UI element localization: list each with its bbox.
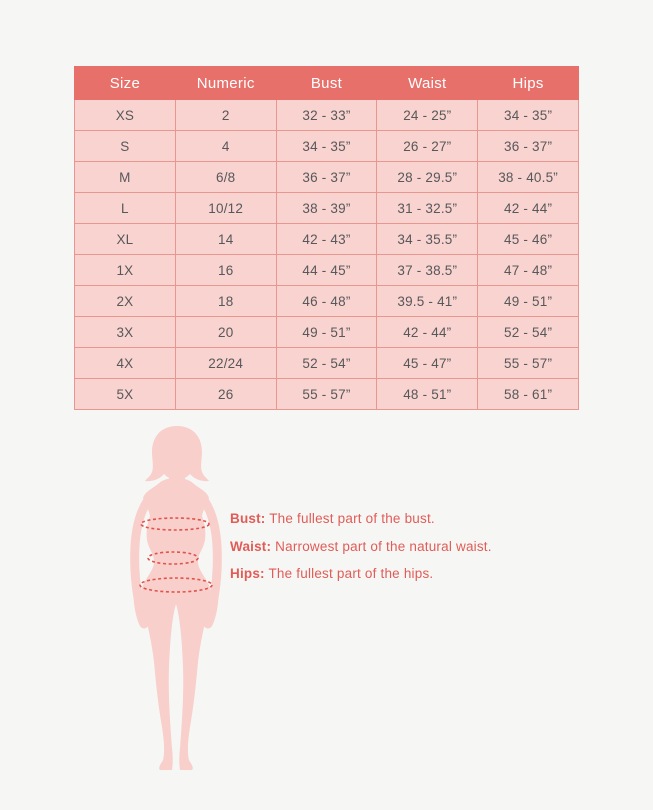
table-cell: 42 - 43” xyxy=(276,224,377,255)
table-cell: 38 - 40.5” xyxy=(478,162,579,193)
table-cell: 39.5 - 41” xyxy=(377,286,478,317)
table-cell: 55 - 57” xyxy=(478,348,579,379)
legend-label: Hips: xyxy=(230,566,265,581)
table-cell: 37 - 38.5” xyxy=(377,255,478,286)
table-cell: 47 - 48” xyxy=(478,255,579,286)
table-cell: 42 - 44” xyxy=(478,193,579,224)
size-table-body xyxy=(75,100,579,410)
table-row xyxy=(75,131,579,162)
table-row xyxy=(75,255,579,286)
silhouette-svg xyxy=(112,422,242,774)
table-cell: 6/8 xyxy=(175,162,276,193)
table-cell: 36 - 37” xyxy=(276,162,377,193)
size-chart-table xyxy=(74,66,579,410)
table-row xyxy=(75,193,579,224)
female-body-silhouette xyxy=(112,422,242,774)
table-cell: M xyxy=(75,162,176,193)
table-row xyxy=(75,379,579,410)
table-cell: 2 xyxy=(175,100,276,131)
table-cell: 52 - 54” xyxy=(478,317,579,348)
table-cell: S xyxy=(75,131,176,162)
table-cell: 34 - 35” xyxy=(478,100,579,131)
table-row xyxy=(75,286,579,317)
table-cell: XL xyxy=(75,224,176,255)
table-cell: 49 - 51” xyxy=(478,286,579,317)
column-header-hips: Hips xyxy=(478,67,579,100)
table-cell: 31 - 32.5” xyxy=(377,193,478,224)
table-cell: 5X xyxy=(75,379,176,410)
table-cell: 52 - 54” xyxy=(276,348,377,379)
table-row xyxy=(75,224,579,255)
legend-text: Narrowest part of the natural waist. xyxy=(275,538,492,554)
table-cell: 22/24 xyxy=(175,348,276,379)
table-cell: 44 - 45” xyxy=(276,255,377,286)
table-cell: 58 - 61” xyxy=(478,379,579,410)
table-cell: 48 - 51” xyxy=(377,379,478,410)
table-cell: 28 - 29.5” xyxy=(377,162,478,193)
legend-label: Bust: xyxy=(230,511,266,526)
silhouette-body xyxy=(141,478,211,770)
table-cell: 2X xyxy=(75,286,176,317)
table-cell: 10/12 xyxy=(175,193,276,224)
table-cell: 20 xyxy=(175,317,276,348)
table-cell: XS xyxy=(75,100,176,131)
measurement-legend xyxy=(230,511,492,594)
table-cell: 38 - 39” xyxy=(276,193,377,224)
column-header-waist: Waist xyxy=(377,67,478,100)
table-cell: 55 - 57” xyxy=(276,379,377,410)
column-header-bust: Bust xyxy=(276,67,377,100)
table-cell: 18 xyxy=(175,286,276,317)
table-cell: 36 - 37” xyxy=(478,131,579,162)
table-cell: 26 - 27” xyxy=(377,131,478,162)
table-cell: 49 - 51” xyxy=(276,317,377,348)
table-cell: 34 - 35” xyxy=(276,131,377,162)
table-cell: 34 - 35.5” xyxy=(377,224,478,255)
column-header-size: Size xyxy=(75,67,176,100)
table-cell: 26 xyxy=(175,379,276,410)
legend-line xyxy=(230,511,492,528)
legend-text: The fullest part of the hips. xyxy=(268,566,434,581)
table-row xyxy=(75,100,579,131)
legend-line xyxy=(230,566,492,583)
table-row xyxy=(75,162,579,193)
header-row xyxy=(75,67,579,100)
table-row xyxy=(75,348,579,379)
table-cell: 3X xyxy=(75,317,176,348)
table-cell: 14 xyxy=(175,224,276,255)
legend-label: Waist: xyxy=(230,538,272,554)
column-header-numeric: Numeric xyxy=(175,67,276,100)
table-cell: 4 xyxy=(175,131,276,162)
table-cell: 42 - 44” xyxy=(377,317,478,348)
table-cell: 45 - 46” xyxy=(478,224,579,255)
table-cell: 45 - 47” xyxy=(377,348,478,379)
table-cell: L xyxy=(75,193,176,224)
table-cell: 4X xyxy=(75,348,176,379)
table-row xyxy=(75,317,579,348)
table-cell: 24 - 25” xyxy=(377,100,478,131)
table-cell: 1X xyxy=(75,255,176,286)
table-cell: 16 xyxy=(175,255,276,286)
table-cell: 46 - 48” xyxy=(276,286,377,317)
legend-text: The fullest part of the bust. xyxy=(269,511,435,526)
legend-line xyxy=(230,539,492,556)
table-cell: 32 - 33” xyxy=(276,100,377,131)
size-table-head xyxy=(75,67,579,100)
